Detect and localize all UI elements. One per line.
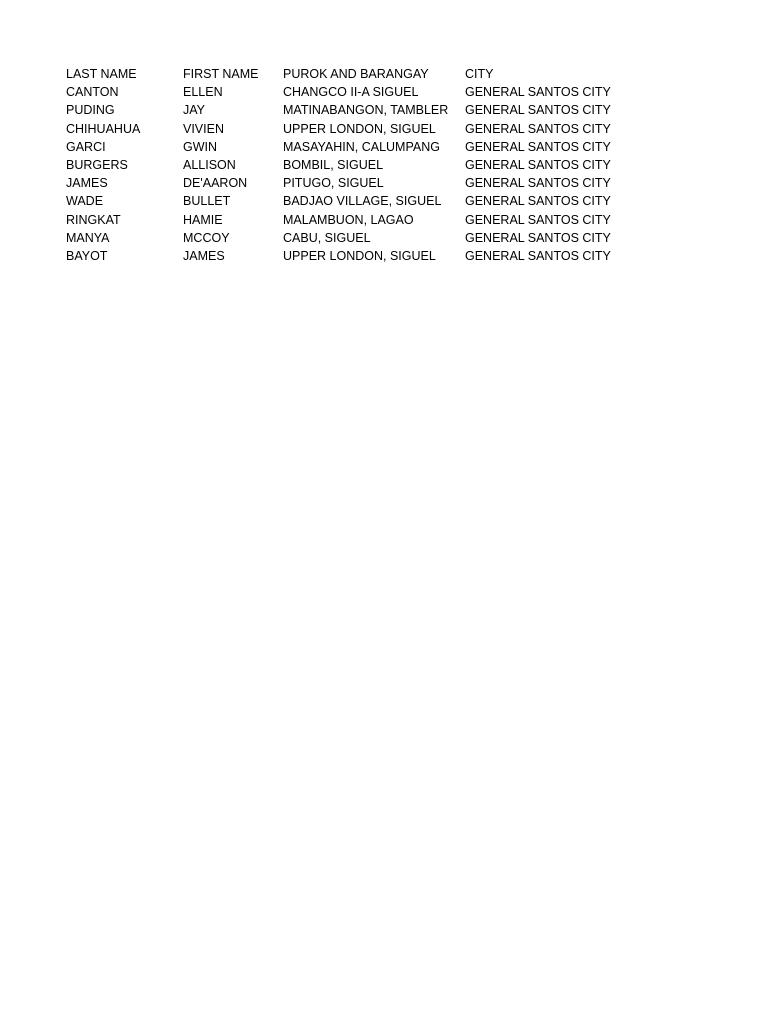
first-name-cell: ELLEN xyxy=(183,85,223,100)
last-name-cell: BAYOT xyxy=(66,249,108,264)
table-row xyxy=(66,101,615,119)
header-purok-barangay: PUROK AND BARANGAY xyxy=(283,67,429,81)
purok-barangay-cell: PITUGO, SIGUEL xyxy=(283,176,384,191)
purok-barangay-cell: BADJAO VILLAGE, SIGUEL xyxy=(283,194,442,209)
first-name-cell: JAMES xyxy=(183,249,225,264)
header-city: CITY xyxy=(465,67,494,81)
city-cell: GENERAL SANTOS CITY xyxy=(465,249,611,264)
table-row xyxy=(66,174,615,192)
city-cell: GENERAL SANTOS CITY xyxy=(465,230,611,245)
last-name-cell: PUDING xyxy=(66,103,115,118)
purok-barangay-cell: MASAYAHIN, CALUMPANG xyxy=(283,139,440,154)
city-cell: GENERAL SANTOS CITY xyxy=(465,158,611,173)
document-page xyxy=(66,65,615,265)
header-last-name: LAST NAME xyxy=(66,67,137,81)
first-name-cell: ALLISON xyxy=(183,158,236,173)
city-cell: GENERAL SANTOS CITY xyxy=(465,139,611,154)
table-row xyxy=(66,83,615,101)
header-first-name: FIRST NAME xyxy=(183,67,259,81)
last-name-cell: WADE xyxy=(66,194,104,209)
table-row xyxy=(66,120,615,138)
first-name-cell: JAY xyxy=(183,103,205,118)
city-cell: GENERAL SANTOS CITY xyxy=(465,176,611,191)
table-row xyxy=(66,229,615,247)
first-name-cell: MCCOY xyxy=(183,230,230,245)
last-name-cell: CHIHUAHUA xyxy=(66,121,141,136)
purok-barangay-cell: MALAMBUON, LAGAO xyxy=(283,212,414,227)
city-cell: GENERAL SANTOS CITY xyxy=(465,194,611,209)
first-name-cell: DE'AARON xyxy=(183,176,248,191)
last-name-cell: MANYA xyxy=(66,230,110,245)
purok-barangay-cell: MATINABANGON, TAMBLER xyxy=(283,103,449,118)
table-row xyxy=(66,192,615,210)
purok-barangay-cell: CHANGCO II-A SIGUEL xyxy=(283,85,419,100)
last-name-cell: CANTON xyxy=(66,85,119,100)
city-cell: GENERAL SANTOS CITY xyxy=(465,212,611,227)
first-name-cell: GWIN xyxy=(183,139,218,154)
purok-barangay-cell: UPPER LONDON, SIGUEL xyxy=(283,249,436,264)
city-cell: GENERAL SANTOS CITY xyxy=(465,121,611,136)
purok-barangay-cell: BOMBIL, SIGUEL xyxy=(283,158,384,173)
table-row xyxy=(66,138,615,156)
header-row xyxy=(66,65,615,83)
last-name-cell: BURGERS xyxy=(66,158,128,173)
first-name-cell: HAMIE xyxy=(183,212,223,227)
last-name-cell: RINGKAT xyxy=(66,212,121,227)
last-name-cell: GARCI xyxy=(66,139,106,154)
purok-barangay-cell: CABU, SIGUEL xyxy=(283,230,371,245)
last-name-cell: JAMES xyxy=(66,176,108,191)
purok-barangay-cell: UPPER LONDON, SIGUEL xyxy=(283,121,436,136)
table-row xyxy=(66,156,615,174)
resident-table xyxy=(66,65,615,265)
table-row xyxy=(66,247,615,265)
city-cell: GENERAL SANTOS CITY xyxy=(465,85,611,100)
city-cell: GENERAL SANTOS CITY xyxy=(465,103,611,118)
table-row xyxy=(66,211,615,229)
first-name-cell: VIVIEN xyxy=(183,121,224,136)
first-name-cell: BULLET xyxy=(183,194,231,209)
